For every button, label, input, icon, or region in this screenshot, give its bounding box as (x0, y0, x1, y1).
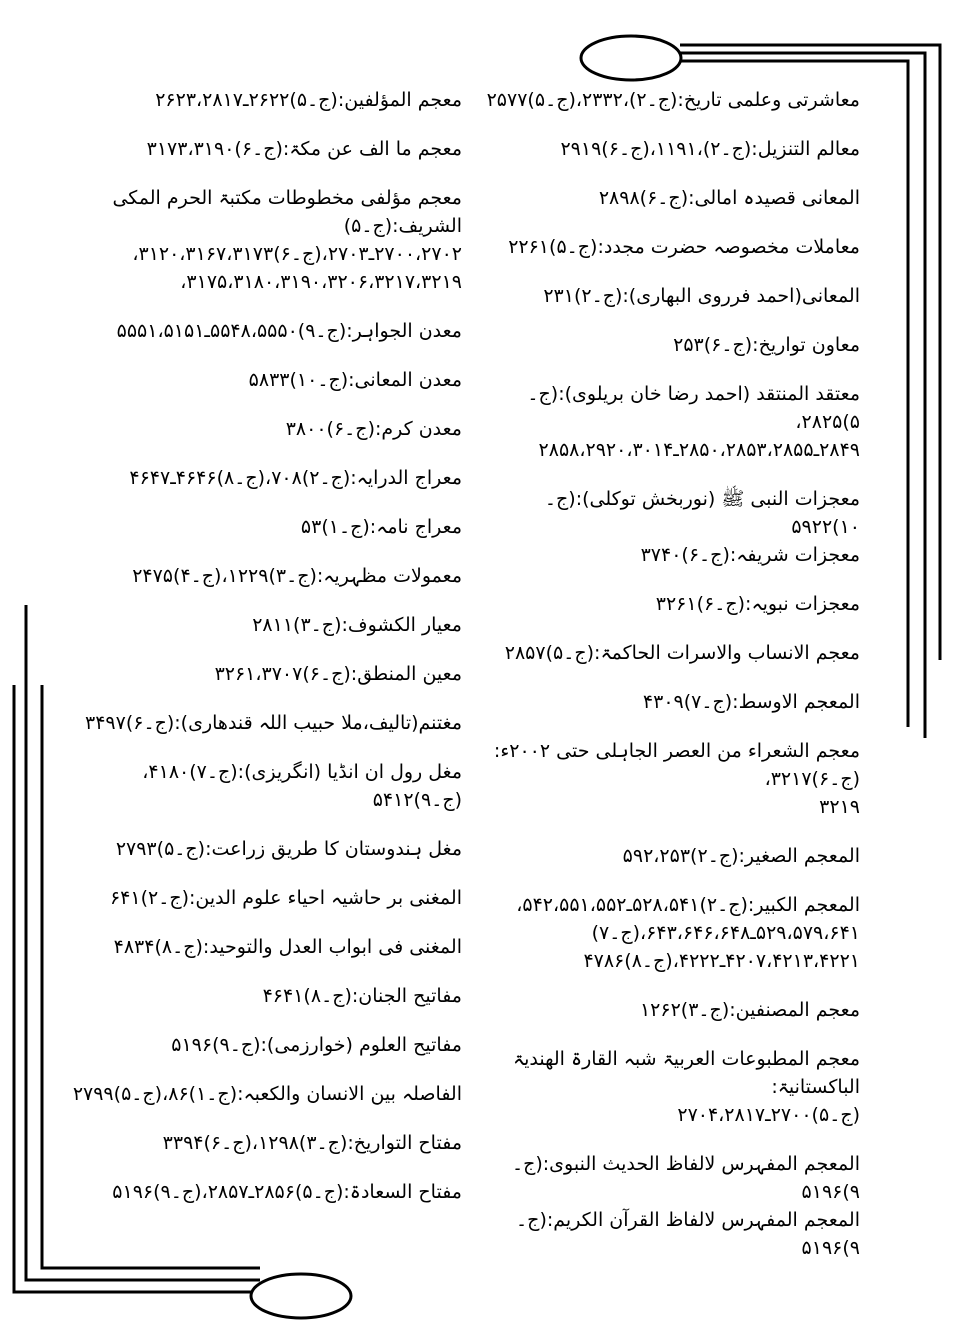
index-entry-line: المعجم الاوسط:(ج۔۷)۴۳۰۹ (642, 691, 860, 713)
index-entry-line: مفتاح التواریخ:(ج۔۳)۱۲۹۸،(ج۔۶)۳۳۹۴ (162, 1132, 462, 1154)
index-entry-line: معجزات شریفہ:(ج۔۶)۳۷۴۰ (640, 544, 860, 566)
index-entry-line: ۵۲۹،۵۷۹،۶۴۱ـ۶۴۳،۶۴۶،۶۴۸،(ج۔۷) (591, 922, 860, 944)
index-entry (480, 891, 860, 996)
index-entry (480, 86, 860, 135)
index-entry-line: معراج نامہ:(ج۔۱)۵۳ (300, 516, 462, 538)
index-entry-line: المعانی(احمد فرروی البھاری):(ج۔۲)۲۳۱ (543, 285, 860, 307)
index-entry-line: ۳۱۷۵،۳۱۸۰،۳۱۹۰،۳۲۰۶،۳۲۱۷،۳۲۱۹، (180, 271, 462, 293)
index-entry (480, 1045, 860, 1150)
index-entry-line: ۲۷۰۰،۲۷۰۲ـ۲۷۰۳،(ج۔۶)۳۱۲۰،۳۱۶۷،۳۱۷۳، (132, 243, 462, 265)
index-entry (72, 1080, 462, 1129)
index-entry-line: (ج۔۵)۲۷۰۰ـ۲۷۰۴،۲۸۱۷ (677, 1104, 860, 1126)
index-entry (480, 1206, 860, 1262)
index-entry (72, 562, 462, 611)
index-entry (72, 317, 462, 366)
index-entry-line: معاون تواریخ:(ج۔۶)۲۵۳ (673, 334, 860, 356)
index-entry-line: معراج الدرایہ:(ج۔۲)۷۰۸،(ج۔۸)۴۶۴۶ـ۴۶۴۷ (129, 467, 462, 489)
index-entry (480, 282, 860, 331)
index-entry-line: معدن کرم:(ج۔۶)۳۸۰۰ (285, 418, 462, 440)
index-entry (72, 366, 462, 415)
index-entry (72, 884, 462, 933)
index-entry (72, 513, 462, 562)
index-entry (72, 982, 462, 1031)
index-entry (480, 541, 860, 590)
index-entry (480, 996, 860, 1045)
index-column-left (72, 86, 462, 1227)
index-entry (480, 184, 860, 233)
index-entry (72, 709, 462, 758)
index-entry-line: معجم المصنفین:(ج۔۳)۱۲۶۲ (639, 999, 860, 1021)
bottom-ornament-oval (251, 1274, 351, 1318)
index-entry-line: مفتاح السعادۃ:(ج۔۵)۲۸۵۶ـ۲۸۵۷،(ج۔۹)۵۱۹۶ (112, 1181, 462, 1203)
index-entry-line: معجزات النبی ﷺ (نوربخش توکلی):(ج۔۱۰)۵۹۲۲ (544, 488, 860, 538)
index-entry (480, 590, 860, 639)
index-entry-line: مغتنم(تالیف،ملا حبیب اللہ قندھاری):(ج۔۶)۳۴۹۷ (85, 712, 462, 734)
index-entry-line: معالم التنزیل:(ج۔۲)،۱۱۹۱،(ج۔۶)۲۹۱۹ (560, 138, 860, 160)
index-entry (72, 1178, 462, 1227)
index-entry-line: مغل ہندوستان کا طریق زراعت:(ج۔۵)۲۷۹۳ (115, 838, 462, 860)
index-entry-line: المعجم المفہرس لالفاظ القرآن الکریم:(ج۔۹)۵۱۹۶ (516, 1209, 860, 1259)
index-entry-line: المعجم الصغیر:(ج۔۲)۵۹۲،۲۵۳ (622, 845, 860, 867)
index-entry-line: المعانی قصیدہ امالی:(ج۔۶)۲۸۹۸ (598, 187, 860, 209)
index-entry-line: (ج۔۹)۵۴۱۲ (372, 789, 462, 811)
index-entry-line: معجم الشعراء من العصر الجاہلی حتی ۲۰۰۲ء:(ج۔۶)۳۲۱۷، (493, 740, 860, 790)
index-entry (72, 758, 462, 835)
index-entry-line: ۲۸۴۹ـ۲۸۵۰،۲۸۵۳،۲۸۵۵ـ۲۸۵۸،۲۹۲۰،۳۰۱۴ (538, 439, 860, 461)
index-entry (72, 1031, 462, 1080)
index-entry-line: الفاصلہ بین الانسان والکعبہ:(ج۔۱)۸۶،(ج۔۵)۲۷۹۹ (72, 1083, 462, 1105)
index-entry-line: معیار الکشوف:(ج۔۳)۲۸۱۱ (252, 614, 462, 636)
index-entry-line: معاشرتی وعلمی تاریخ:(ج۔۲)،۲۳۳۲،(ج۔۵)۲۵۷۷ (486, 89, 860, 111)
index-entry-line: المعجم المفہرس لالفاظ الحدیث النبوی:(ج۔۹)۵۱۹۶ (511, 1153, 860, 1203)
index-entry-line: معجم ما الف عن مکۃ:(ج۔۶)۳۱۷۳،۳۱۹۰ (146, 138, 462, 160)
index-entry (480, 639, 860, 688)
index-entry-line: معدن المعانی:(ج۔۱۰)۵۸۳۳ (248, 369, 462, 391)
index-entry-line: مفاتیح العلوم (خوارزمی):(ج۔۹)۵۱۹۶ (171, 1034, 462, 1056)
index-entry-line: معین المنطق:(ج۔۶)۳۲۶۱،۳۷۰۷ (214, 663, 462, 685)
index-entry-line: معجم الانساب والاسرات الحاکمۃ:(ج۔۵)۲۸۵۷ (504, 642, 860, 664)
index-entry (480, 233, 860, 282)
index-entry (72, 415, 462, 464)
index-entry-line: معجم مؤلفی مخطوطات مکتبۃ الحرم المکی الشریف:(ج۔۵) (112, 187, 462, 237)
index-entry (72, 611, 462, 660)
index-entry (480, 737, 860, 842)
index-entry (480, 842, 860, 891)
index-entry (72, 835, 462, 884)
index-entry-line: معدن الجواہر:(ج۔۹)۵۵۴۸،۵۵۵۰ـ۵۵۵۱،۵۱۵۱ (116, 320, 462, 342)
index-entry (480, 331, 860, 380)
index-entry (72, 1129, 462, 1178)
index-entry-line: ۳۲۱۹ (819, 796, 860, 818)
index-entry-line: معجم المؤلفین:(ج۔۵)۲۶۲۲ـ۲۶۲۳،۲۸۱۷ (155, 89, 462, 111)
index-entry (72, 184, 462, 317)
index-entry (72, 933, 462, 982)
index-entry (72, 135, 462, 184)
index-column-right (480, 86, 860, 1262)
index-entry (480, 485, 860, 541)
index-entry-line: معجم المطبوعات العربیۃ شبہ القارۃ الھندیۃ الباکستانیۃ: (512, 1048, 860, 1098)
index-entry-line: المعجم الکبیر:(ج۔۲)۵۲۸،۵۴۱ـ۵۴۲،۵۵۱،۵۵۲، (516, 894, 860, 916)
index-entry (72, 660, 462, 709)
index-entry (72, 464, 462, 513)
index-entry-line: مفاتیح الجنان:(ج۔۸)۴۶۴۱ (262, 985, 462, 1007)
index-entry (72, 86, 462, 135)
index-entry-line: المغنی بر حاشیہ احیاء علوم الدین:(ج۔۲)۶۴۱ (109, 887, 462, 909)
index-entry (480, 688, 860, 737)
top-ornament-oval (581, 36, 681, 80)
index-entry-line: معتقد المنتقد (احمد رضا خان بریلوی):(ج۔۵)۲۸۲۵، (527, 383, 860, 433)
index-entry-line: معمولات مظہریہ:(ج۔۳)۱۲۲۹،(ج۔۴)۲۴۷۵ (132, 565, 462, 587)
index-entry-line: المغنی فی ابواب العدل والتوحید:(ج۔۸)۴۸۳۴ (113, 936, 462, 958)
index-entry-line: مغل رول ان انڈیا (انگریزی):(ج۔۷)۴۱۸۰، (142, 761, 462, 783)
index-entry-line: ۴۲۰۷،۴۲۱۳،۴۲۲۱ـ۴۲۲۲،(ج۔۸)۴۷۸۶ (583, 950, 860, 972)
index-entry (480, 380, 860, 485)
index-entry (480, 1150, 860, 1206)
index-entry-line: معاملات مخصوصہ حضرت مجدد:(ج۔۵)۲۲۶۱ (508, 236, 860, 258)
index-entry-line: معجزات نبویہ:(ج۔۶)۳۲۶۱ (655, 593, 860, 615)
index-entry (480, 135, 860, 184)
